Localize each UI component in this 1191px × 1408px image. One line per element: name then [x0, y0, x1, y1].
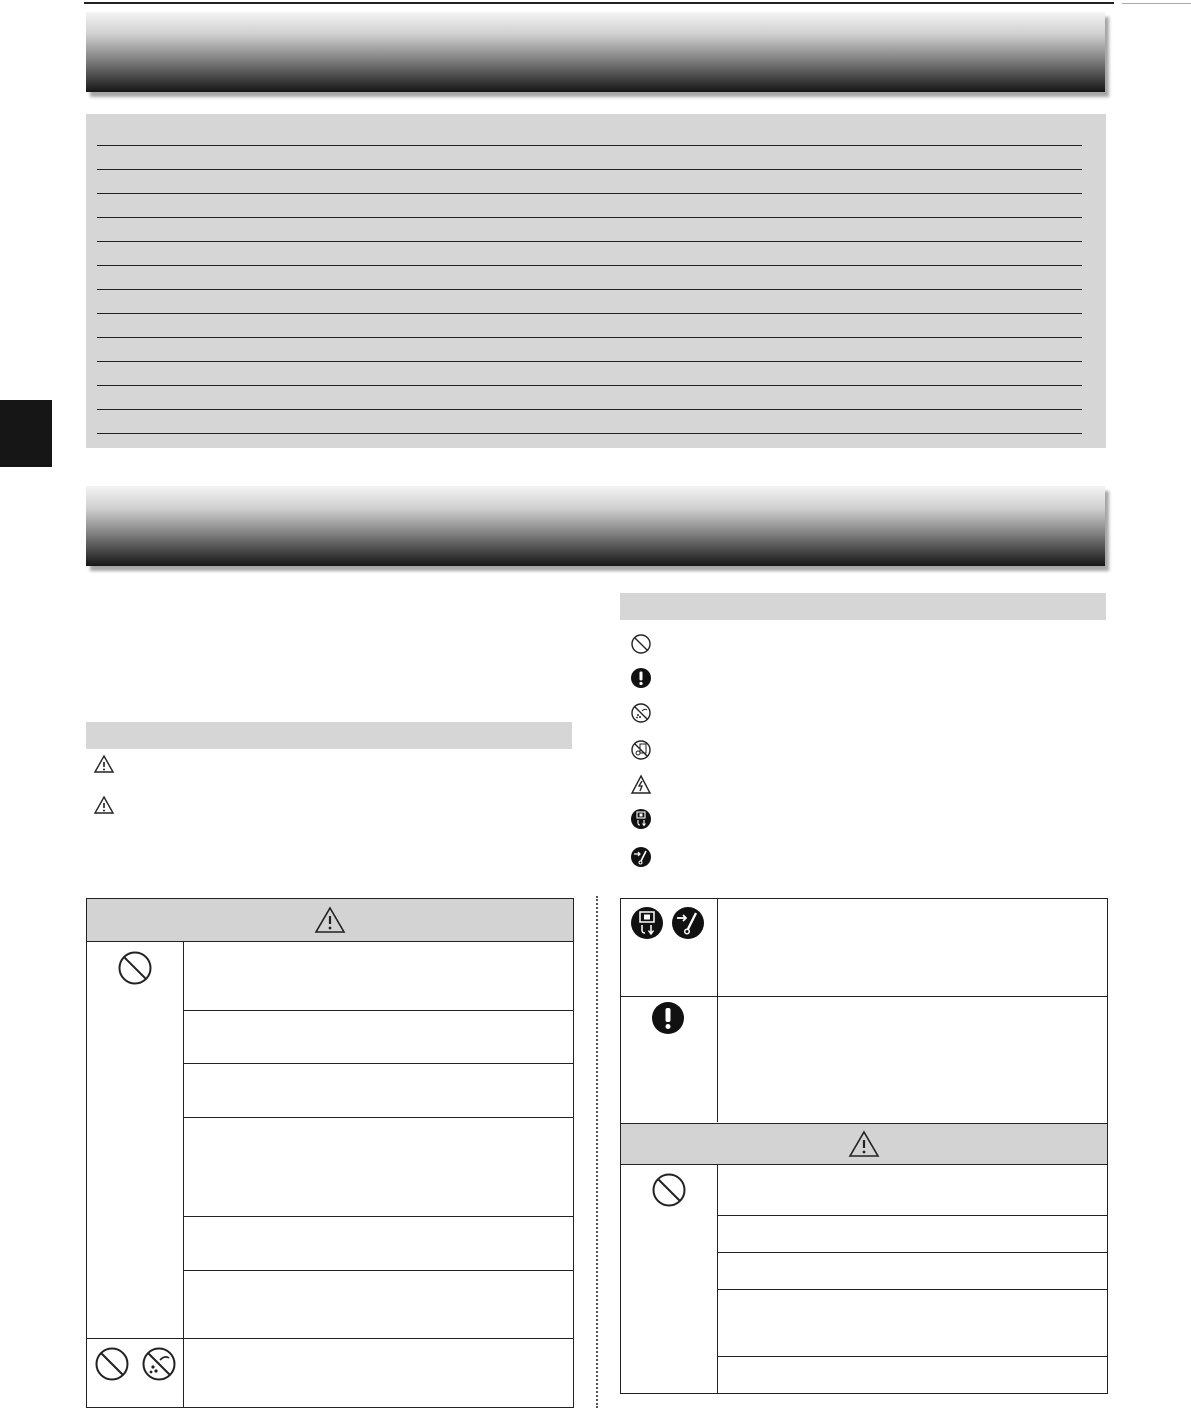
toc-row[interactable] [97, 290, 1082, 314]
disconnect-breaker-icon [671, 906, 705, 940]
icon-column [621, 1164, 718, 1393]
no-water-splash-icon [630, 702, 652, 724]
unplug-icon [630, 906, 664, 940]
row-separator [717, 1289, 1107, 1290]
row-separator [183, 1216, 573, 1217]
warning-table-right [620, 898, 1108, 1394]
prohibited-icon [630, 633, 652, 655]
symbols-bar [620, 593, 1106, 620]
caution-triangle-icon [848, 1130, 880, 1158]
prohibited-icon [94, 1346, 130, 1382]
caution-table-header [621, 1123, 1107, 1165]
caution-triangle-icon [314, 906, 346, 934]
toc-row[interactable] [97, 410, 1082, 434]
toc-row[interactable] [97, 146, 1082, 170]
top-rule-right [1122, 3, 1191, 4]
language-side-tab [0, 400, 52, 467]
warning-table-left [86, 898, 574, 1408]
top-rule [84, 2, 1114, 4]
toc-row[interactable] [97, 218, 1082, 242]
mandatory-icon [630, 667, 652, 689]
row-separator [717, 1215, 1107, 1216]
toc-row[interactable] [97, 242, 1082, 266]
row-separator [183, 1270, 573, 1271]
toc-row[interactable] [97, 122, 1082, 146]
prohibited-icon [117, 950, 153, 986]
no-wet-hands-icon [630, 739, 652, 761]
row-separator [183, 1010, 573, 1011]
toc-row[interactable] [97, 314, 1082, 338]
icon-column [621, 899, 718, 996]
unplug-icon [630, 808, 652, 830]
toc-row[interactable] [97, 170, 1082, 194]
icon-column [621, 997, 718, 1122]
caution-triangle-icon [93, 754, 115, 774]
toc-row[interactable] [97, 386, 1082, 410]
toc-row[interactable] [97, 194, 1082, 218]
icon-column [87, 942, 184, 1338]
no-water-splash-icon [141, 1346, 177, 1382]
caution-triangle-icon [93, 795, 115, 815]
disconnect-breaker-icon [630, 846, 652, 868]
electric-shock-icon [630, 774, 652, 796]
toc-row[interactable] [97, 362, 1082, 386]
table-of-contents [86, 114, 1106, 448]
toc-row[interactable] [97, 266, 1082, 290]
row-separator [183, 1063, 573, 1064]
toc-row[interactable] [97, 338, 1082, 362]
warning-levels-bar [86, 722, 572, 749]
row-separator [717, 1252, 1107, 1253]
contents-banner [86, 12, 1105, 92]
column-divider [596, 896, 598, 1408]
icon-column [87, 1339, 184, 1407]
row-separator [717, 1356, 1107, 1357]
safety-banner [86, 486, 1105, 566]
warning-table-header [87, 899, 573, 942]
mandatory-icon [651, 1001, 685, 1035]
prohibited-icon [651, 1172, 687, 1208]
row-separator [183, 1117, 573, 1118]
